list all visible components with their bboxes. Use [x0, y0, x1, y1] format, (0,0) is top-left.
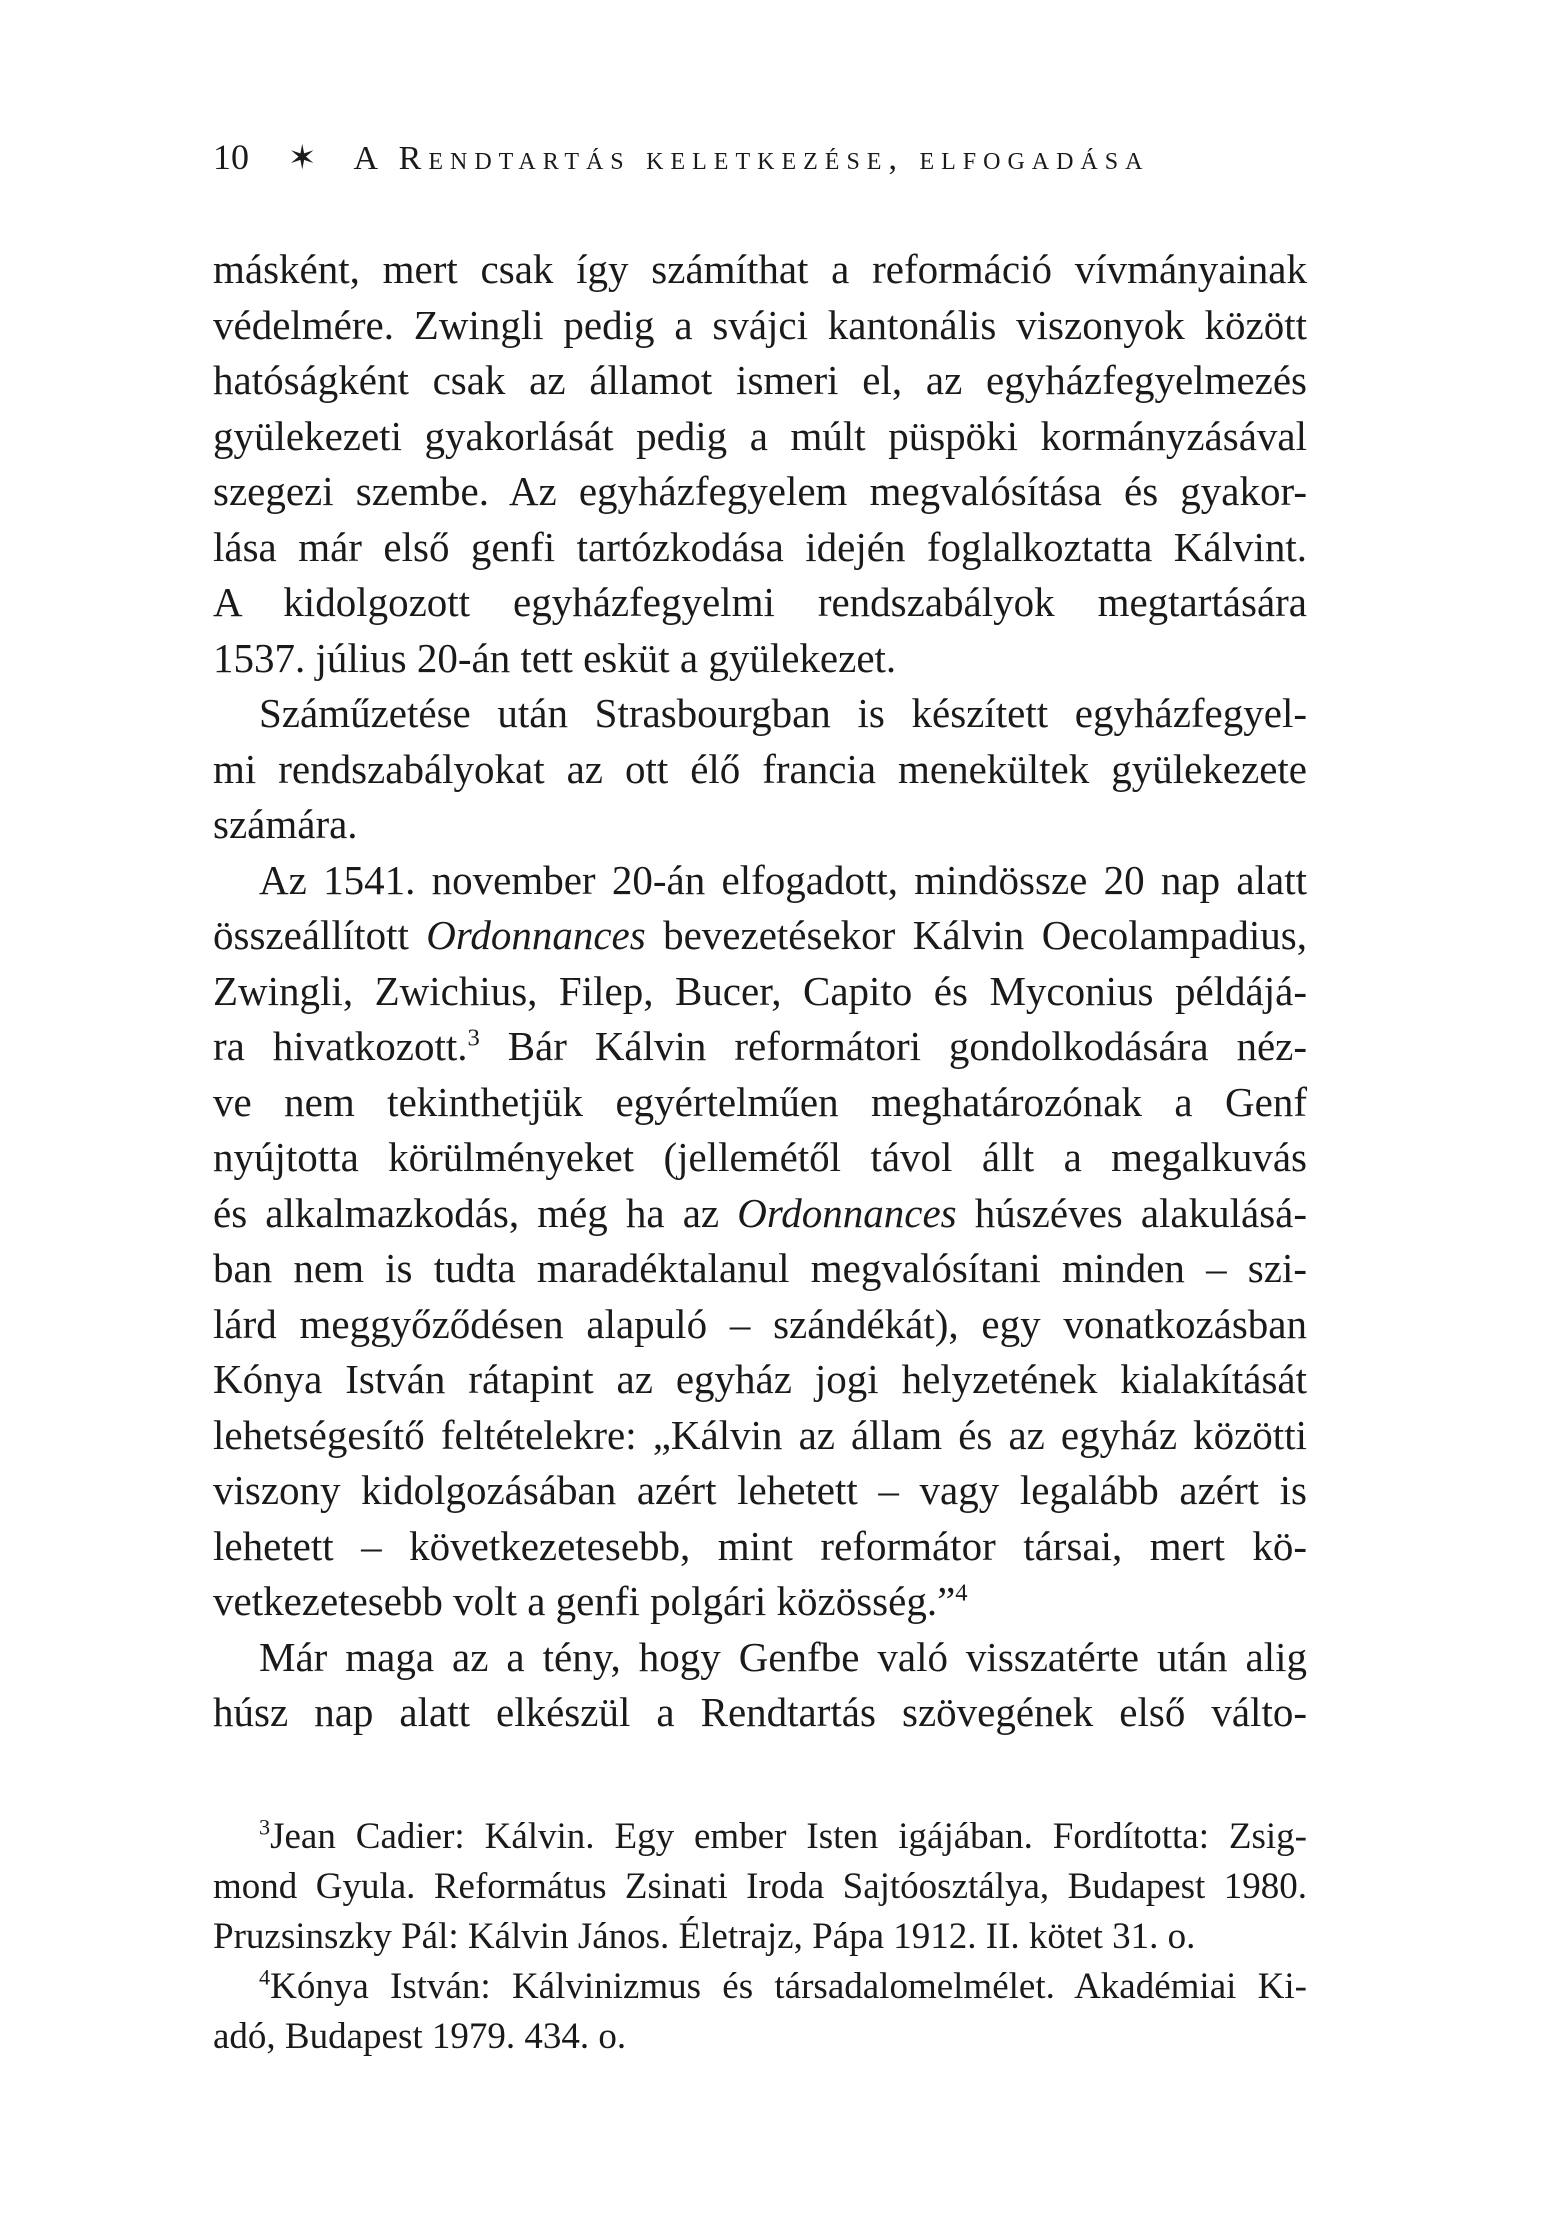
body-text: [213, 242, 1307, 1741]
paragraph-3: [213, 853, 1307, 1630]
text-line: Már maga az a tény, hogy Genfbe való visszatérte után alig: [259, 1633, 1307, 1680]
star-separator-icon: ✶: [288, 140, 317, 177]
footnote-line: [213, 1812, 1307, 1862]
footnote-3: [213, 1812, 1307, 1962]
running-title: A Rendtartás keletkezése, elfogadása: [353, 140, 1150, 177]
text-line: ra hivatkozott.$^3$ Bár Kálvin reformátori gondolkodására néz-: [213, 1023, 1307, 1069]
text-line: Kónya István rátapint az egyház jogi helyzetének kialakítását: [213, 1356, 1307, 1402]
footnote-reference: 4: [955, 1579, 968, 1607]
text-line: másként, mert csak így számíthat a reformáció vívmányainak: [213, 246, 1307, 292]
paragraph-4: [213, 1630, 1307, 1741]
text-line: 1537. július 20-án tett esküt a gyülekezet.: [213, 634, 897, 681]
text-line: A kidolgozott egyházfegyelmi rendszabályok megtartására: [213, 579, 1307, 625]
footnote-line: adó, Budapest 1979. 434. o.: [213, 2016, 627, 2057]
footnote-line: Pruzsinszky Pál: Kálvin János. Életrajz, Pápa 1912. II. kötet 31. o.: [213, 1916, 1196, 1957]
paragraph-2: [213, 686, 1307, 853]
footnote-line: mond Gyula. Református Zsinati Iroda Sajtóosztálya, Budapest 1980.: [213, 1866, 1307, 1907]
footnotes: [213, 1812, 1307, 2062]
text-line: viszony kidolgozásában azért lehetett – vagy legalább azért is: [213, 1467, 1307, 1513]
text-line: nyújtotta körülményeket (jellemétől távol állt a megalkuvás: [213, 1134, 1307, 1180]
footnote-number: 3: [259, 1814, 271, 1840]
text-line: és alkalmazkodás, még ha az Ordonnances húszéves alakulásá-: [213, 1189, 1308, 1236]
footnote-text: Jean Cadier: Kálvin. Egy ember Isten igájában. Fordította: Zsig-: [270, 1816, 1307, 1857]
text-line: vetkezetesebb volt a genfi polgári közösség.”$^4$: [213, 1578, 968, 1624]
text-line: lása már első genfi tartózkodása idején foglalkoztatta Kálvint.: [213, 523, 1307, 570]
text-line: mi rendszabályokat az ott élő francia menekültek gyülekezete: [213, 745, 1307, 792]
footnote-text: Kónya István: Kálvinizmus és társadalomelmélet. Akadémiai Ki-: [270, 1966, 1307, 2007]
text-line: védelmére. Zwingli pedig a svájci kantonális viszonyok között: [213, 301, 1307, 348]
italic-title: Ordonnances: [426, 912, 646, 958]
text-line: Zwingli, Zwichius, Filep, Bucer, Capito és Myconius példájá-: [213, 967, 1307, 1014]
text-line: Az 1541. november 20-án elfogadott, mindössze 20 nap alatt: [259, 856, 1307, 903]
footnote-reference: 3: [467, 1024, 480, 1052]
text-line: lehetségesítő feltételekre: „Kálvin az állam és az egyház közötti: [213, 1411, 1307, 1458]
text-line: ve nem tekinthetjük egyértelműen meghatározónak a Genf: [213, 1078, 1307, 1125]
running-head: [213, 137, 1149, 179]
page-number: 10: [213, 137, 249, 177]
text-line: gyülekezeti gyakorlását pedig a múlt püspöki kormányzásával: [213, 412, 1307, 459]
footnote-line: [213, 1962, 1307, 2012]
text-line: összeállított Ordonnances bevezetésekor Kálvin Oecolampadius,: [213, 912, 1307, 958]
text-line: számára.: [213, 801, 358, 847]
text-line: ban nem is tudta maradéktalanul megvalósítani minden – szi-: [213, 1245, 1307, 1291]
footnote-number: 4: [259, 1964, 271, 1990]
text-line: lárd meggyőződésen alapuló – szándékát), egy vonatkozásban: [213, 1300, 1307, 1347]
text-line: húsz nap alatt elkészül a Rendtartás szövegének első válto-: [213, 1689, 1307, 1735]
text-line: lehetett – következetesebb, mint reformátor társai, mert kö-: [213, 1522, 1307, 1569]
footnote-4: [213, 1962, 1307, 2062]
italic-title: Ordonnances: [737, 1189, 957, 1236]
paragraph-1: [213, 242, 1307, 686]
text-line: szegezi szembe. Az egyházfegyelem megvalósítása és gyakor-: [213, 468, 1307, 514]
text-line: hatóságként csak az államot ismeri el, az egyházfegyelmezés: [213, 357, 1307, 403]
text-line: Száműzetése után Strasbourgban is készített egyházfegyel-: [259, 690, 1307, 736]
